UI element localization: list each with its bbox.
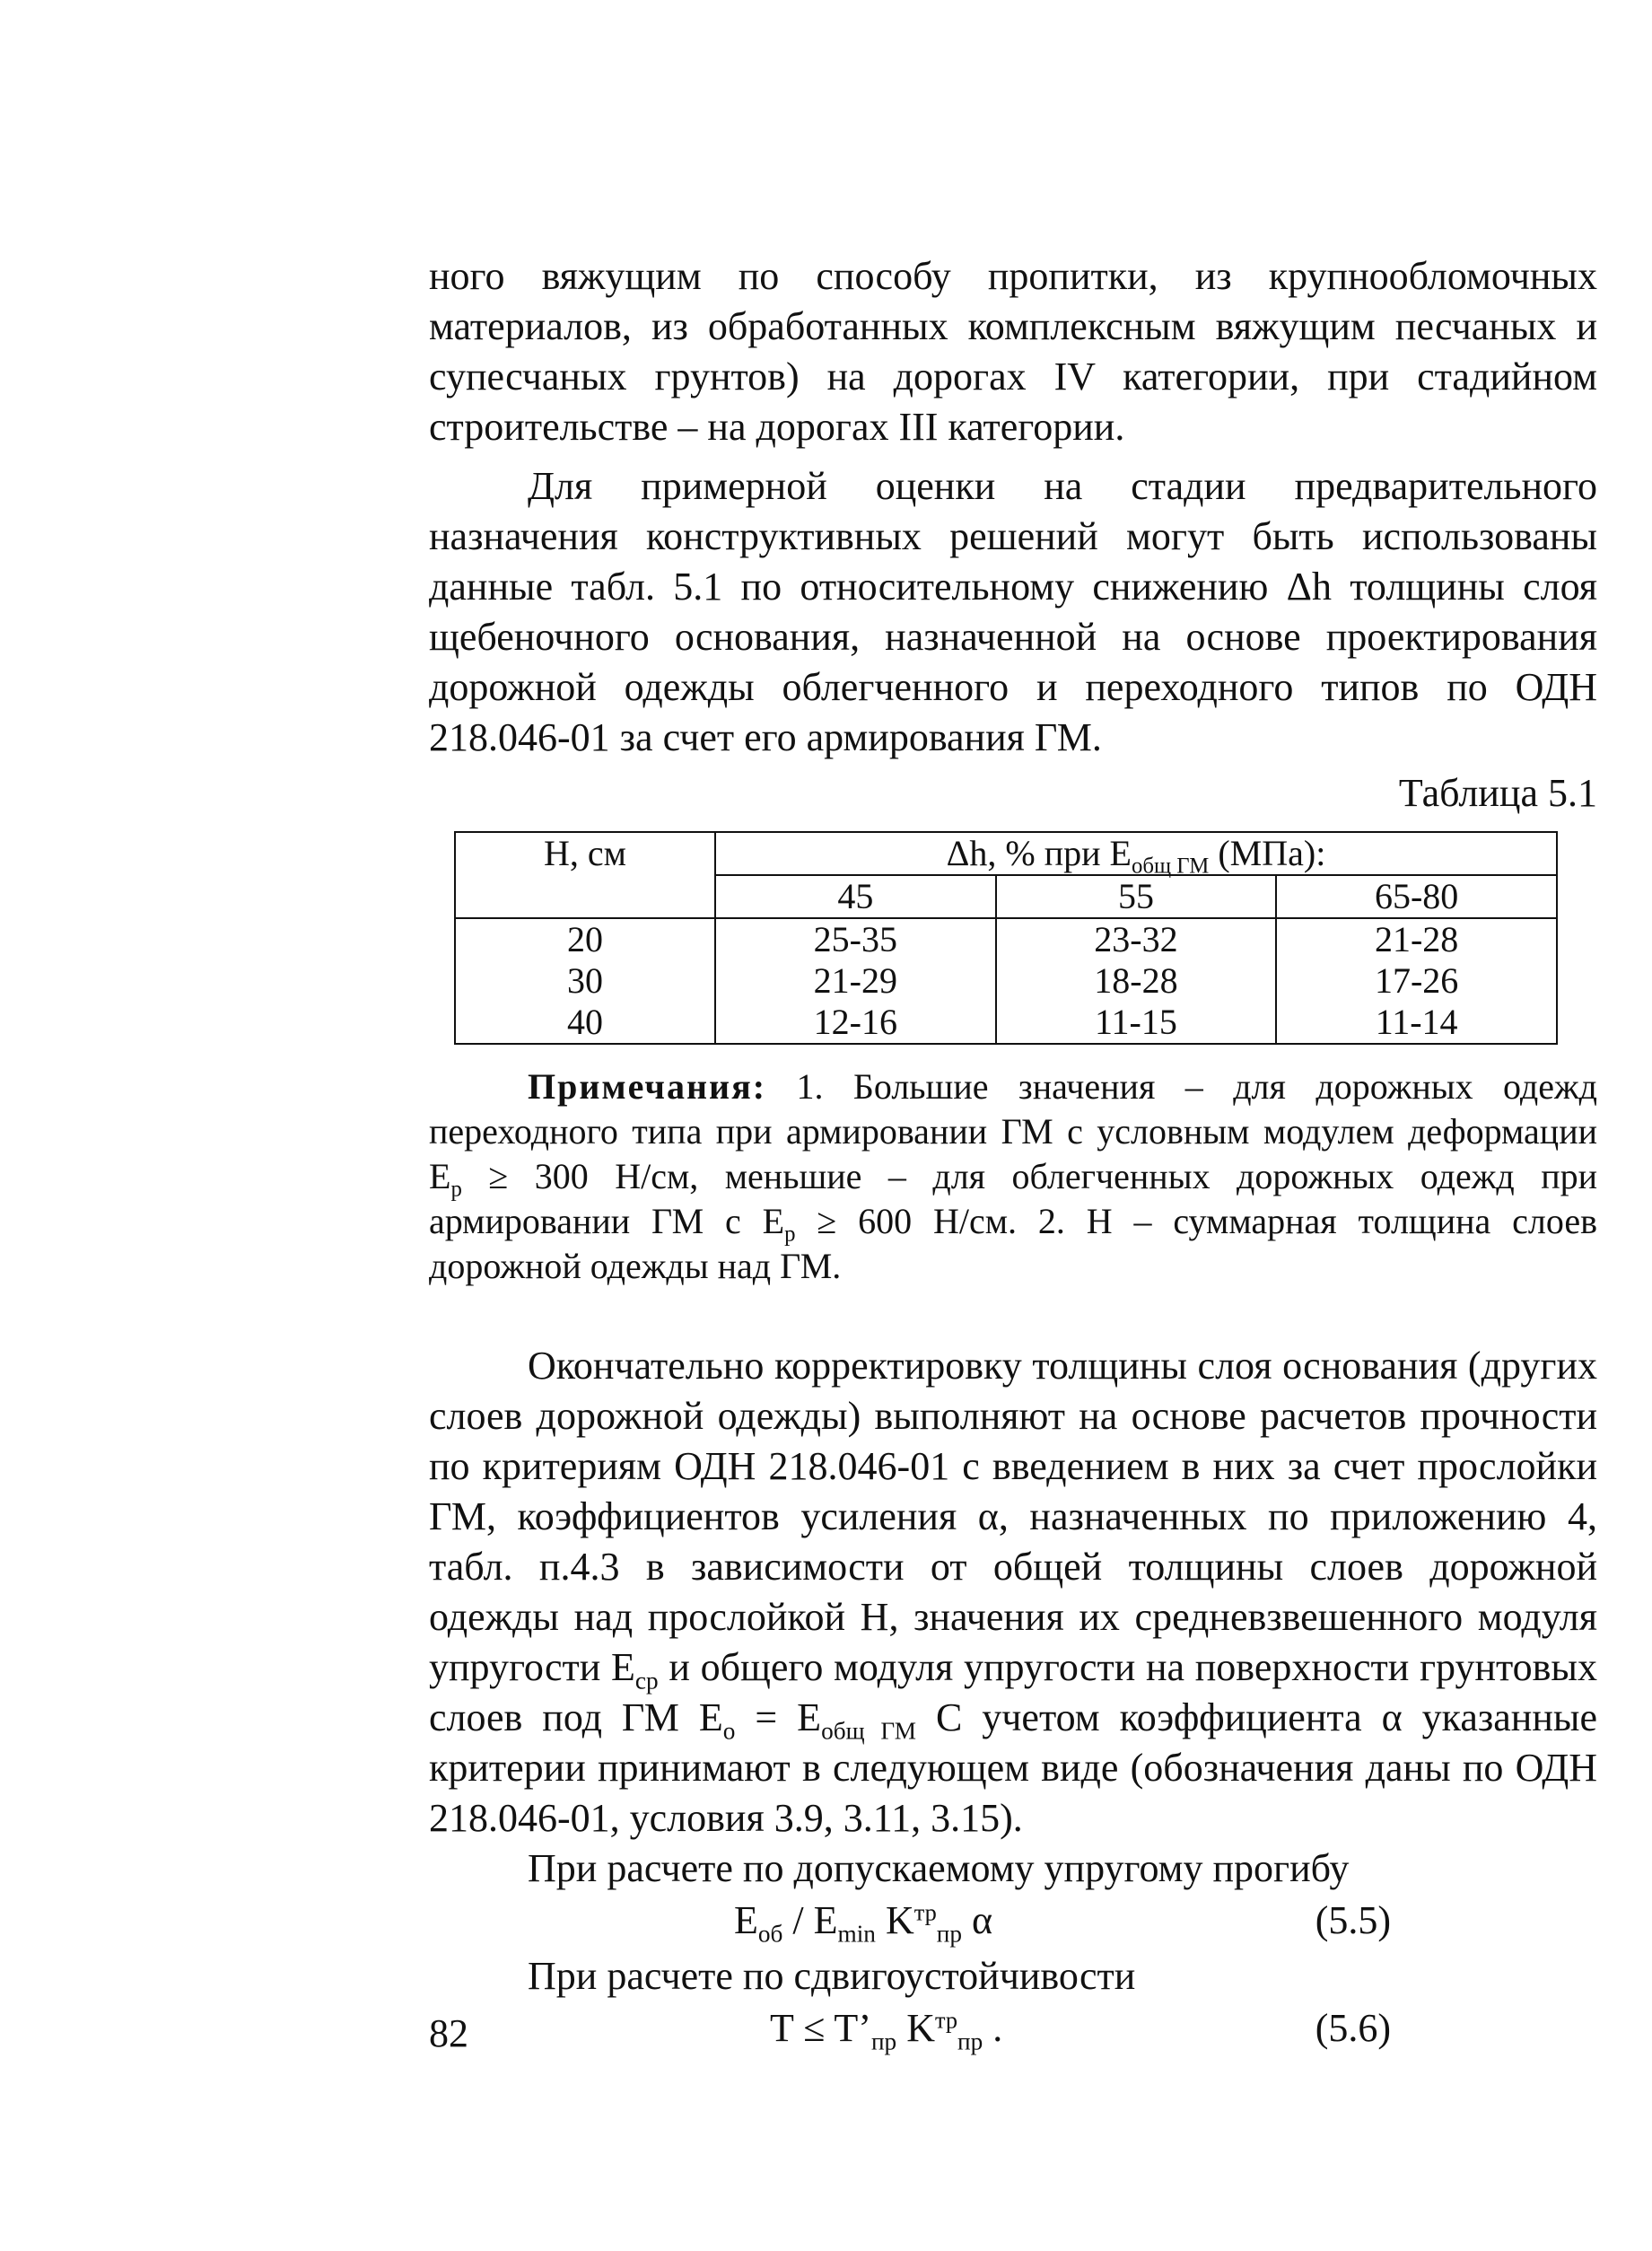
- formula-2-intro: При расчете по сдвигоустойчивости: [528, 1954, 1136, 1998]
- paragraph-text: = E: [735, 1695, 822, 1739]
- table-cell: 21-28: [1276, 918, 1557, 960]
- formula-expression: $T \le T’_{пр}$ $K^{тр}_{пр}$ .: [770, 2006, 1003, 2055]
- subscript: о: [722, 1717, 736, 1745]
- notes-text: ≥ 600 Н/см. 2. Н – суммарная толщина слоев дорожной одежды над ГМ.: [429, 1201, 1597, 1286]
- header-dh-subscript: общ ГМ: [1131, 854, 1210, 879]
- table-row: [455, 960, 1557, 1002]
- notes-subscript: p: [784, 1222, 796, 1247]
- document-page: [429, 251, 1597, 2059]
- subscript: ср: [634, 1667, 659, 1695]
- paragraph-estimate: Для примерной оценки на стадии предварительного назначения конструктивных решений могут быть использованы данные табл. 5.1 по относительному снижению Δh толщины слоя щебеночного основания, назначенной на основе проектирования дорожной одежды облегченного и переходного типов по ОДН 218.046-01 за счет его армирования ГМ.: [429, 464, 1597, 759]
- table-caption: Таблица 5.1: [1398, 771, 1597, 815]
- paragraph-text: С учетом коэффициента α указанные критерии принимают в следующем виде (обозначения даны по ОДН 218.046-01, условия 3.9, 3.11, 3.15).: [429, 1695, 1597, 1840]
- header-dh-unit: (МПа):: [1209, 833, 1326, 873]
- table-cell: 20: [455, 918, 715, 960]
- page-number: 82: [429, 2011, 468, 2055]
- table-cell: 40: [455, 1002, 715, 1044]
- formula-5-6: [429, 2001, 1597, 2059]
- table-cell: 11-14: [1276, 1002, 1557, 1044]
- table-notes: [429, 1064, 1597, 1289]
- subheader-65-80: 65-80: [1276, 875, 1557, 918]
- header-dh-text: Δh, % при E: [946, 833, 1132, 873]
- subscript: общ ГМ: [821, 1717, 916, 1745]
- paragraph-continued: ного вяжущим по способу пропитки, из крупнообломочных материалов, из обработанных комплексным вяжущим песчаных и супесчаных грунтов) на дорогах IV категории, при стадийном строительстве – на дорогах III категории.: [429, 254, 1597, 449]
- table-row: [455, 1002, 1557, 1044]
- formula-5-5: [429, 1894, 1597, 1951]
- subheader-55: 55: [996, 875, 1277, 918]
- table-cell: 17-26: [1276, 960, 1557, 1002]
- paragraph-text: и общего модуля упругости на поверхности грунтовых слоев под ГМ E: [429, 1645, 1597, 1739]
- notes-subscript: p: [450, 1177, 462, 1202]
- header-dh-group: [715, 832, 1557, 879]
- notes-text: ≥ 300 Н/см, меньшие – для облегченных дорожных одежд при армировании ГМ с E: [429, 1156, 1597, 1241]
- formula-number: (5.6): [1315, 2006, 1391, 2050]
- paragraph-final-correction: [429, 1341, 1597, 1844]
- table-cell: 11-15: [996, 1002, 1277, 1044]
- thickness-reduction-table: [454, 831, 1558, 1045]
- table-cell: 25-35: [715, 918, 996, 960]
- table-cell: 23-32: [996, 918, 1277, 960]
- table-cell: 21-29: [715, 960, 996, 1002]
- paragraph-text: Окончательно корректировку толщины слоя основания (других слоев дорожной одежды) выполняют на основе расчетов прочности по критериям ОДН 218.046-01 с введением в них за счет прослойки ГМ, коэффициентов усиления α, назначенных по приложению 4, табл. п.4.3 в зависимости от общей толщины слоев дорожной одежды над прослойкой Н, значения их средневзвешенного модуля упругости E: [429, 1344, 1597, 1689]
- table-cell: 18-28: [996, 960, 1277, 1002]
- table-cell: 30: [455, 960, 715, 1002]
- table-row: [455, 918, 1557, 960]
- notes-title: Примечания:: [528, 1066, 767, 1107]
- table-cell: 12-16: [715, 1002, 996, 1044]
- header-h-cm: Н, см: [455, 832, 715, 918]
- subheader-45: 45: [715, 875, 996, 918]
- formula-number: (5.5): [1315, 1898, 1391, 1942]
- notes-text: 1. Большие значения – для дорожных одежд переходного типа при армировании ГМ с условным модулем деформации E: [429, 1066, 1597, 1196]
- formula-expression: $E_{об} / E_{min}$ $K^{тр}_{пр}$ α: [734, 1898, 993, 1948]
- formula-1-intro: При расчете по допускаемому упругому прогибу: [528, 1846, 1350, 1890]
